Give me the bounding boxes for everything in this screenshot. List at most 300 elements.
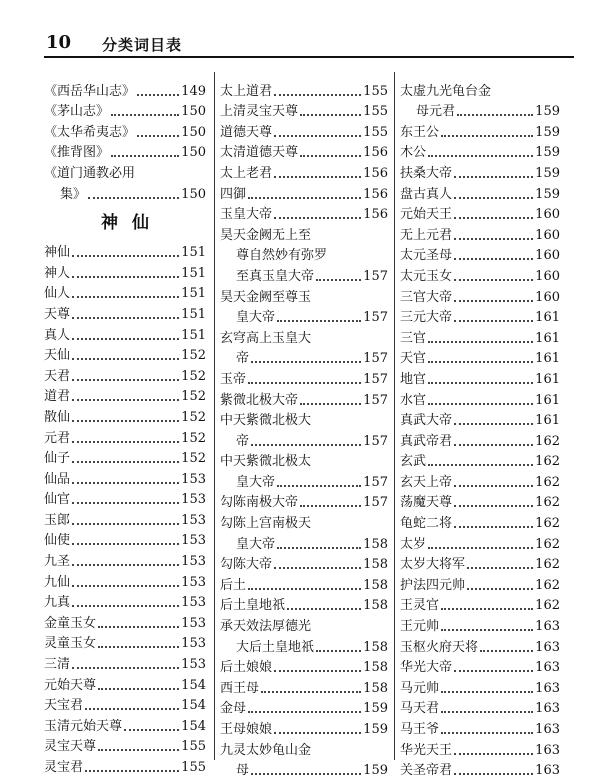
dot-leader bbox=[72, 523, 179, 525]
entry-term: 九灵太妙龟山金 bbox=[220, 742, 312, 758]
dot-leader bbox=[480, 650, 533, 652]
index-entry-continuation bbox=[220, 531, 388, 552]
dot-leader bbox=[124, 729, 179, 731]
dot-leader bbox=[277, 485, 361, 487]
index-entry bbox=[400, 675, 560, 696]
index-entry-continuation bbox=[220, 634, 388, 655]
index-entry bbox=[220, 222, 388, 243]
index-entry bbox=[44, 693, 206, 714]
dot-leader bbox=[98, 626, 179, 628]
dot-leader bbox=[454, 258, 533, 260]
dot-leader bbox=[454, 444, 533, 446]
dot-leader bbox=[72, 317, 179, 319]
dot-leader bbox=[72, 543, 179, 545]
index-entry-continuation bbox=[220, 428, 388, 449]
index-entry bbox=[400, 140, 560, 161]
index-entry-continuation bbox=[220, 305, 388, 326]
entry-term: 皇大帝 bbox=[236, 474, 276, 490]
index-entry bbox=[220, 737, 388, 758]
index-entry bbox=[400, 593, 560, 614]
entry-page-number: 155 bbox=[363, 124, 388, 140]
entry-page-number: 158 bbox=[363, 598, 388, 614]
entry-term: 勾陈南极大帝 bbox=[220, 495, 299, 511]
entry-page-number: 151 bbox=[181, 265, 206, 281]
entry-term: 马王爷 bbox=[400, 722, 440, 737]
index-entry bbox=[44, 322, 206, 343]
dot-leader bbox=[72, 296, 179, 298]
dot-leader bbox=[441, 732, 533, 734]
entry-term: 灵童玉女 bbox=[44, 636, 97, 652]
entry-term: 母元君 bbox=[416, 104, 456, 120]
index-entry bbox=[400, 531, 560, 552]
entry-term: 元始天王 bbox=[400, 207, 453, 223]
index-entry bbox=[400, 490, 560, 511]
index-entry bbox=[44, 99, 206, 120]
dot-leader bbox=[300, 155, 361, 157]
entry-term: 母 bbox=[236, 763, 250, 779]
entry-page-number: 160 bbox=[535, 268, 560, 284]
entry-page-number: 162 bbox=[535, 598, 560, 614]
dot-leader bbox=[251, 361, 361, 363]
index-entry bbox=[400, 696, 560, 717]
entry-term: 金童玉女 bbox=[44, 615, 97, 631]
index-entry bbox=[44, 404, 206, 425]
dot-leader bbox=[72, 399, 179, 401]
index-entry bbox=[400, 263, 560, 284]
entry-term: 玉帝 bbox=[220, 371, 247, 387]
entry-term: 荡魔天尊 bbox=[400, 495, 453, 511]
index-entry bbox=[44, 528, 206, 549]
index-entry bbox=[400, 449, 560, 470]
dot-leader bbox=[441, 608, 533, 610]
index-entry bbox=[44, 160, 206, 181]
dot-leader bbox=[98, 646, 179, 648]
entry-page-number: 158 bbox=[363, 639, 388, 655]
dot-leader bbox=[428, 341, 533, 343]
entry-term: 九真 bbox=[44, 595, 71, 611]
index-entry bbox=[44, 363, 206, 384]
index-entry-continuation bbox=[400, 99, 560, 120]
dot-leader bbox=[137, 135, 179, 137]
index-entry bbox=[220, 675, 388, 696]
entry-page-number: 155 bbox=[181, 760, 206, 775]
section-heading: 神仙 bbox=[101, 213, 163, 234]
dot-leader bbox=[428, 361, 533, 363]
entry-term: 至真玉皇大帝 bbox=[236, 268, 315, 284]
entry-page-number: 156 bbox=[363, 145, 388, 161]
column-divider bbox=[394, 72, 395, 760]
entry-page-number: 163 bbox=[535, 722, 560, 737]
entry-term: 华光天王 bbox=[400, 742, 453, 758]
entry-term: 集》 bbox=[60, 186, 87, 202]
entry-page-number: 153 bbox=[181, 595, 206, 611]
entry-term: 三元大帝 bbox=[400, 310, 453, 326]
index-entry bbox=[400, 325, 560, 346]
index-entry bbox=[44, 78, 206, 99]
entry-term: 勾陈上宫南极天 bbox=[220, 516, 312, 532]
entry-term: 玄穹高上玉皇大 bbox=[220, 330, 312, 346]
entry-page-number: 159 bbox=[535, 124, 560, 140]
entry-page-number: 162 bbox=[535, 433, 560, 449]
entry-page-number: 158 bbox=[363, 536, 388, 552]
entry-page-number: 151 bbox=[181, 286, 206, 302]
entry-page-number: 157 bbox=[363, 433, 388, 449]
index-entry bbox=[44, 507, 206, 528]
index-entry bbox=[220, 408, 388, 429]
dot-leader bbox=[277, 547, 361, 549]
entry-page-number: 155 bbox=[363, 83, 388, 99]
entry-term: 《西岳华山志》 bbox=[44, 83, 136, 99]
entry-page-number: 155 bbox=[181, 739, 206, 755]
dot-leader bbox=[248, 197, 361, 199]
dot-leader bbox=[251, 444, 361, 446]
dot-leader bbox=[428, 547, 533, 549]
entry-term: 王灵官 bbox=[400, 598, 440, 614]
index-entry bbox=[220, 284, 388, 305]
index-column-1 bbox=[44, 78, 206, 775]
index-list-books bbox=[44, 78, 206, 202]
entry-page-number: 154 bbox=[181, 718, 206, 734]
entry-term: 尊自然妙有弥罗 bbox=[236, 248, 328, 264]
entry-page-number: 156 bbox=[363, 165, 388, 181]
entry-term: 紫微北极大帝 bbox=[220, 392, 299, 408]
entry-page-number: 159 bbox=[363, 722, 388, 737]
dot-leader bbox=[72, 420, 179, 422]
entry-term: 灵宝天尊 bbox=[44, 739, 97, 755]
entry-page-number: 163 bbox=[535, 639, 560, 655]
index-entry bbox=[220, 99, 388, 120]
index-entry bbox=[220, 716, 388, 737]
entry-page-number: 160 bbox=[535, 289, 560, 305]
entry-term: 玉郎 bbox=[44, 512, 71, 528]
entry-page-number: 153 bbox=[181, 471, 206, 487]
index-entry bbox=[220, 572, 388, 593]
dot-leader bbox=[287, 608, 361, 610]
dot-leader bbox=[454, 526, 533, 528]
dot-leader bbox=[274, 670, 361, 672]
entry-page-number: 157 bbox=[363, 371, 388, 387]
dot-leader bbox=[454, 300, 533, 302]
entry-page-number: 151 bbox=[181, 327, 206, 343]
index-entry bbox=[220, 181, 388, 202]
entry-term: 三清 bbox=[44, 657, 71, 673]
entry-term: 太上老君 bbox=[220, 165, 273, 181]
entry-page-number: 157 bbox=[363, 392, 388, 408]
entry-page-number: 156 bbox=[363, 207, 388, 223]
entry-term: 四御 bbox=[220, 186, 247, 202]
index-entry bbox=[220, 490, 388, 511]
entry-term: 玉清元始天尊 bbox=[44, 718, 123, 734]
dot-leader bbox=[72, 482, 179, 484]
entry-term: 真武大帝 bbox=[400, 413, 453, 429]
entry-term: 玉皇大帝 bbox=[220, 207, 273, 223]
entry-page-number: 151 bbox=[181, 306, 206, 322]
dot-leader bbox=[467, 588, 533, 590]
index-entry bbox=[220, 140, 388, 161]
dot-leader bbox=[441, 135, 533, 137]
dot-leader bbox=[428, 464, 533, 466]
index-entry bbox=[400, 284, 560, 305]
index-list-immortals bbox=[44, 240, 206, 775]
entry-page-number: 149 bbox=[181, 83, 206, 99]
index-entry bbox=[220, 510, 388, 531]
index-entry bbox=[44, 487, 206, 508]
index-entry bbox=[400, 655, 560, 676]
entry-term: 太岁 bbox=[400, 536, 427, 552]
entry-term: 《太华希夷志》 bbox=[44, 124, 136, 140]
entry-term: 天仙 bbox=[44, 348, 71, 364]
index-entry bbox=[220, 202, 388, 223]
dot-leader bbox=[98, 688, 179, 690]
entry-page-number: 154 bbox=[181, 677, 206, 693]
index-entry bbox=[220, 160, 388, 181]
entry-term: 华光大帝 bbox=[400, 660, 453, 676]
entry-term: 三官大帝 bbox=[400, 289, 453, 305]
index-entry bbox=[400, 366, 560, 387]
entry-term: 散仙 bbox=[44, 409, 71, 425]
entry-page-number: 150 bbox=[181, 124, 206, 140]
dot-leader bbox=[454, 505, 533, 507]
entry-term: 昊天金阙无上至 bbox=[220, 227, 312, 243]
entry-page-number: 150 bbox=[181, 145, 206, 161]
entry-term: 元君 bbox=[44, 430, 71, 446]
dot-leader bbox=[274, 94, 361, 96]
entry-page-number: 159 bbox=[363, 701, 388, 717]
entry-term: 皇大帝 bbox=[236, 536, 276, 552]
entry-term: 太虚九光龟台金 bbox=[400, 83, 492, 99]
index-entry bbox=[44, 610, 206, 631]
entry-term: 王元帅 bbox=[400, 619, 440, 635]
dot-leader bbox=[454, 753, 533, 755]
dot-leader bbox=[72, 441, 179, 443]
index-entry bbox=[400, 634, 560, 655]
entry-term: 承天效法厚德光 bbox=[220, 619, 312, 635]
dot-leader bbox=[88, 197, 179, 199]
dot-leader bbox=[98, 749, 179, 751]
entry-page-number: 160 bbox=[535, 248, 560, 264]
entry-term: 天尊 bbox=[44, 306, 71, 322]
dot-leader bbox=[248, 382, 361, 384]
dot-leader bbox=[454, 773, 533, 775]
index-entry-continuation bbox=[220, 758, 388, 779]
index-entry bbox=[44, 548, 206, 569]
dot-leader bbox=[274, 732, 361, 734]
index-entry bbox=[400, 510, 560, 531]
index-entry bbox=[220, 387, 388, 408]
index-entry bbox=[400, 572, 560, 593]
index-entry bbox=[400, 119, 560, 140]
dot-leader bbox=[248, 711, 361, 713]
entry-page-number: 152 bbox=[181, 409, 206, 425]
index-entry bbox=[44, 260, 206, 281]
entry-page-number: 158 bbox=[363, 660, 388, 676]
index-entry bbox=[400, 716, 560, 737]
index-entry bbox=[44, 754, 206, 775]
index-list bbox=[400, 78, 560, 778]
index-entry bbox=[44, 281, 206, 302]
index-entry bbox=[400, 305, 560, 326]
dot-leader bbox=[454, 197, 533, 199]
entry-term: 龟蛇二将 bbox=[400, 516, 453, 532]
entry-term: 神人 bbox=[44, 265, 71, 281]
entry-term: 太上道君 bbox=[220, 83, 273, 99]
entry-page-number: 152 bbox=[181, 389, 206, 405]
index-entry bbox=[220, 78, 388, 99]
dot-leader bbox=[137, 94, 179, 96]
entry-page-number: 153 bbox=[181, 636, 206, 652]
entry-page-number: 163 bbox=[535, 680, 560, 696]
index-entry-continuation bbox=[220, 469, 388, 490]
entry-term: 马天君 bbox=[400, 701, 440, 717]
index-entry bbox=[44, 734, 206, 755]
entry-page-number: 152 bbox=[181, 368, 206, 384]
entry-page-number: 157 bbox=[363, 351, 388, 367]
index-entry bbox=[400, 78, 560, 99]
index-entry bbox=[400, 408, 560, 429]
entry-page-number: 159 bbox=[535, 145, 560, 161]
entry-term: 帝 bbox=[236, 433, 250, 449]
entry-term: 元始天尊 bbox=[44, 677, 97, 693]
entry-page-number: 153 bbox=[181, 492, 206, 508]
index-entry bbox=[400, 613, 560, 634]
entry-page-number: 150 bbox=[181, 104, 206, 120]
entry-page-number: 163 bbox=[535, 619, 560, 635]
entry-term: 《茅山志》 bbox=[44, 104, 110, 120]
index-entry bbox=[220, 696, 388, 717]
index-entry bbox=[220, 449, 388, 470]
index-entry bbox=[44, 119, 206, 140]
dot-leader bbox=[274, 176, 361, 178]
index-entry bbox=[44, 446, 206, 467]
index-entry bbox=[400, 346, 560, 367]
entry-page-number: 157 bbox=[363, 310, 388, 326]
entry-page-number: 151 bbox=[181, 245, 206, 261]
index-entry bbox=[44, 590, 206, 611]
dot-leader bbox=[72, 358, 179, 360]
dot-leader bbox=[251, 773, 361, 775]
entry-term: 护法四元帅 bbox=[400, 577, 466, 593]
entry-term: 仙品 bbox=[44, 471, 71, 487]
entry-page-number: 153 bbox=[181, 574, 206, 590]
entry-term: 勾陈大帝 bbox=[220, 557, 273, 573]
index-entry bbox=[220, 325, 388, 346]
index-entry bbox=[44, 466, 206, 487]
dot-leader bbox=[441, 711, 533, 713]
entry-page-number: 162 bbox=[535, 557, 560, 573]
dot-leader bbox=[300, 403, 361, 405]
index-column-3 bbox=[400, 78, 560, 778]
index-entry bbox=[44, 140, 206, 161]
entry-term: 《道门通教必用 bbox=[44, 165, 136, 181]
entry-page-number: 160 bbox=[535, 207, 560, 223]
entry-page-number: 161 bbox=[535, 392, 560, 408]
entry-page-number: 161 bbox=[535, 310, 560, 326]
entry-term: 帝 bbox=[236, 351, 250, 367]
column-divider bbox=[214, 72, 215, 760]
entry-page-number: 159 bbox=[363, 763, 388, 779]
entry-term: 九圣 bbox=[44, 554, 71, 570]
entry-term: 真人 bbox=[44, 327, 71, 343]
entry-term: 水官 bbox=[400, 392, 427, 408]
dot-leader bbox=[111, 114, 179, 116]
dot-leader bbox=[72, 605, 179, 607]
entry-page-number: 157 bbox=[363, 268, 388, 284]
entry-page-number: 161 bbox=[535, 351, 560, 367]
index-entry bbox=[400, 737, 560, 758]
index-entry bbox=[400, 469, 560, 490]
index-entry bbox=[220, 552, 388, 573]
entry-term: 东王公 bbox=[400, 124, 440, 140]
entry-page-number: 156 bbox=[363, 186, 388, 202]
entry-term: 玄武 bbox=[400, 454, 427, 470]
entry-term: 上清灵宝天尊 bbox=[220, 104, 299, 120]
entry-page-number: 159 bbox=[535, 165, 560, 181]
entry-page-number: 163 bbox=[535, 701, 560, 717]
index-entry bbox=[44, 343, 206, 364]
index-entry-continuation bbox=[44, 181, 206, 202]
index-entry bbox=[220, 366, 388, 387]
entry-page-number: 162 bbox=[535, 577, 560, 593]
entry-term: 仙使 bbox=[44, 533, 71, 549]
entry-page-number: 153 bbox=[181, 615, 206, 631]
index-entry bbox=[400, 160, 560, 181]
entry-term: 仙子 bbox=[44, 451, 71, 467]
entry-term: 神仙 bbox=[44, 245, 71, 261]
dot-leader bbox=[454, 485, 533, 487]
entry-page-number: 154 bbox=[181, 698, 206, 714]
dot-leader bbox=[274, 567, 361, 569]
entry-term: 太岁大将军 bbox=[400, 557, 466, 573]
entry-page-number: 162 bbox=[535, 474, 560, 490]
entry-term: 玄天上帝 bbox=[400, 474, 453, 490]
entry-page-number: 158 bbox=[363, 577, 388, 593]
dot-leader bbox=[111, 155, 179, 157]
dot-leader bbox=[72, 564, 179, 566]
entry-page-number: 152 bbox=[181, 451, 206, 467]
dot-leader bbox=[316, 650, 361, 652]
index-entry bbox=[400, 552, 560, 573]
entry-term: 玉枢火府天将 bbox=[400, 639, 479, 655]
dot-leader bbox=[72, 667, 179, 669]
entry-term: 后土 bbox=[220, 577, 247, 593]
dot-leader bbox=[72, 379, 179, 381]
entry-page-number: 158 bbox=[363, 557, 388, 573]
index-entry bbox=[44, 631, 206, 652]
dot-leader bbox=[454, 423, 533, 425]
entry-page-number: 150 bbox=[181, 186, 206, 202]
page-number: 10 bbox=[46, 32, 72, 53]
entry-term: 扶桑大帝 bbox=[400, 165, 453, 181]
dot-leader bbox=[454, 279, 533, 281]
dot-leader bbox=[457, 114, 533, 116]
entry-term: 中天紫微北极太 bbox=[220, 454, 312, 470]
entry-term: 后土娘娘 bbox=[220, 660, 273, 676]
entry-page-number: 159 bbox=[535, 186, 560, 202]
entry-page-number: 153 bbox=[181, 554, 206, 570]
index-entry bbox=[400, 202, 560, 223]
entry-term: 盘古真人 bbox=[400, 186, 453, 202]
entry-page-number: 160 bbox=[535, 227, 560, 243]
index-column-2 bbox=[220, 78, 388, 778]
index-entry bbox=[44, 425, 206, 446]
dot-leader bbox=[248, 588, 361, 590]
entry-term: 地官 bbox=[400, 371, 427, 387]
index-entry-continuation bbox=[220, 263, 388, 284]
entry-page-number: 162 bbox=[535, 454, 560, 470]
dot-leader bbox=[72, 461, 179, 463]
entry-term: 真武帝君 bbox=[400, 433, 453, 449]
page-title: 分类词目表 bbox=[102, 36, 183, 54]
